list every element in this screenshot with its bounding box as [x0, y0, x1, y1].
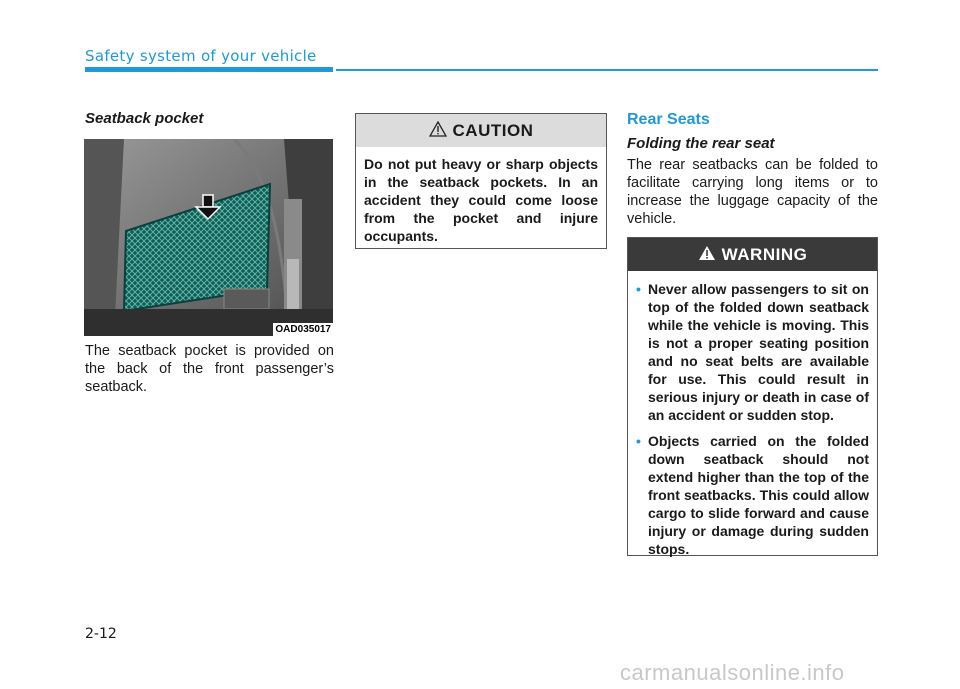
seatback-illustration: [84, 139, 333, 336]
image-code: OAD035017: [275, 324, 331, 335]
seatback-pocket-photo: [84, 139, 333, 336]
caution-title: CAUTION: [452, 120, 534, 140]
warning-item-text: Objects carried on the folded down seatback should not extend higher than the top of the front seatbacks. This could allow cargo to slide forward and cause injury or damage during sudden stops.: [648, 433, 869, 557]
seatback-pocket-heading: Seatback pocket: [85, 110, 204, 127]
warning-triangle-filled-icon: [698, 245, 716, 265]
page-number: 2-12: [85, 626, 117, 642]
caution-text: Do not put heavy or sharp objects in the seatback pockets. In an accident they could come loose from the pocket and injure occupants.: [364, 156, 598, 244]
caution-header: [356, 114, 606, 147]
folding-rear-seat-subheading: Folding the rear seat: [627, 135, 775, 152]
watermark: carmanualsonline.info: [620, 660, 845, 685]
warning-item: [636, 280, 869, 424]
warning-box: [627, 237, 878, 556]
header-rule: [336, 69, 878, 71]
section-title: Safety system of your vehicle: [85, 47, 317, 65]
rear-seats-heading: Rear Seats: [627, 111, 710, 128]
caution-box: [355, 113, 607, 249]
rear-seats-description: The rear seatbacks can be folded to facilitate carrying long items or to increase the luggage capacity of the vehicle.: [627, 157, 878, 227]
warning-title: WARNING: [721, 244, 808, 264]
seatback-pocket-description: The seatback pocket is provided on the back of the front passenger’s seatback.: [85, 343, 334, 395]
bullet-icon: •: [636, 281, 641, 297]
warning-header: [628, 238, 877, 271]
warning-triangle-outline-icon: [429, 121, 447, 140]
bullet-icon: •: [636, 433, 641, 449]
warning-item: [636, 432, 869, 558]
warning-item-text: Never allow passengers to sit on top of the folded down seatback while the vehicle is moving. This is not a proper seating position and no seat belts are available for use. This could result in serious injury or death in case of an accident or sudden stop.: [648, 281, 869, 423]
warning-list: [628, 271, 877, 558]
header-bar-accent: [85, 67, 333, 72]
